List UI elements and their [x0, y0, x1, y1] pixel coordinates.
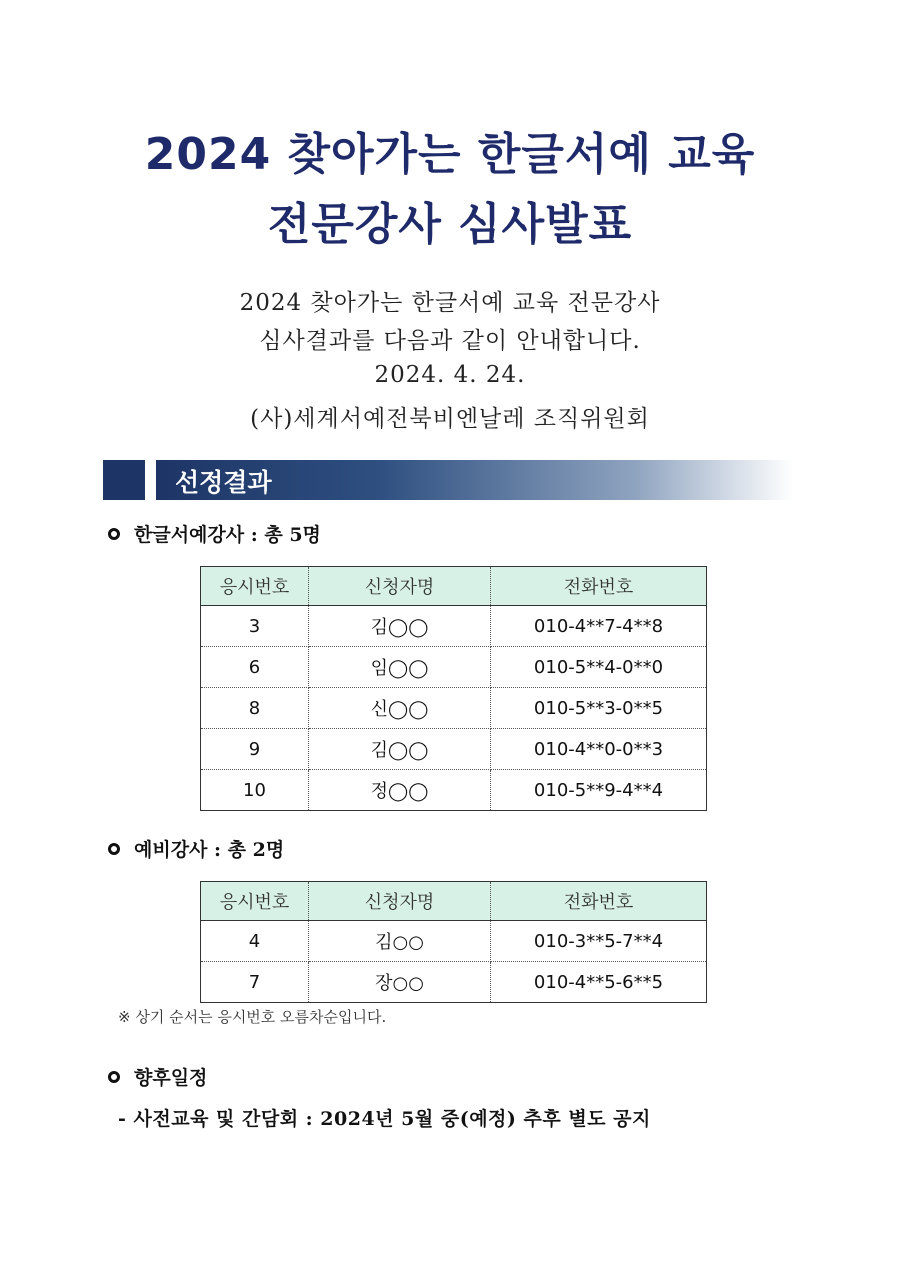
- cell-phone: 010-4**7-4**8: [491, 606, 707, 647]
- group2-heading: [108, 835, 284, 862]
- cell-number: 10: [201, 770, 309, 811]
- table-row: [201, 770, 707, 811]
- section-title: 선정결과: [175, 468, 272, 497]
- table-header-row: [201, 567, 707, 606]
- cell-name: 김○○: [309, 921, 491, 962]
- table-row: [201, 606, 707, 647]
- intro-date: 2024. 4. 24.: [374, 362, 526, 388]
- schedule-heading: [108, 1063, 207, 1090]
- circle-bullet-icon: [108, 843, 120, 855]
- intro-line1: 2024 찾아가는 한글서예 교육 전문강사: [239, 290, 661, 316]
- circle-bullet-icon: [108, 1071, 120, 1083]
- order-note: ※ 상기 순서는 응시번호 오름차순입니다.: [118, 1008, 387, 1026]
- table-header-row: [201, 882, 707, 921]
- cell-phone: 010-3**5-7**4: [491, 921, 707, 962]
- table-row: [201, 688, 707, 729]
- cell-phone: 010-4**5-6**5: [533, 971, 664, 993]
- cell-phone: 010-4**0-0**3: [491, 729, 707, 770]
- group1-heading-text: 한글서예강사 : 총 5명: [134, 524, 321, 546]
- page-title-line1: 2024 찾아가는 한글서예 교육: [144, 129, 756, 180]
- cell-phone: 010-5**4-0**0: [491, 647, 707, 688]
- cell-name: 임◯◯: [309, 647, 491, 688]
- section-header-results: [103, 460, 793, 500]
- group2-heading-text: 예비강사 : 총 2명: [134, 839, 285, 861]
- cell-name: 신◯◯: [309, 688, 491, 729]
- cell-number: 8: [201, 688, 309, 729]
- cell-name: 장○○: [309, 962, 491, 1003]
- table-row: [201, 921, 707, 962]
- instructor-table: [200, 566, 707, 811]
- page-title-line2: 전문강사 심사발표: [267, 199, 633, 250]
- col-header-name: 신청자명: [309, 567, 491, 606]
- table-row: [201, 647, 707, 688]
- col-header-phone: 전화번호: [491, 567, 707, 606]
- col-header-phone: 전화번호: [491, 882, 707, 921]
- section-marker-square: [103, 460, 145, 500]
- group1-heading: [108, 520, 321, 547]
- col-header-number: 응시번호: [201, 882, 309, 921]
- cell-name: 김◯◯: [309, 606, 491, 647]
- cell-number: 4: [201, 921, 309, 962]
- cell-phone: 010-5**3-0**5: [491, 688, 707, 729]
- cell-name: 정◯◯: [309, 770, 491, 811]
- col-header-number: 응시번호: [201, 567, 309, 606]
- col-header-name: 신청자명: [309, 882, 491, 921]
- reserve-table: [200, 881, 707, 1003]
- cell-number: 3: [201, 606, 309, 647]
- table-row: [201, 729, 707, 770]
- cell-phone: 010-5**9-4**4: [533, 779, 664, 801]
- cell-number: 9: [201, 729, 309, 770]
- circle-bullet-icon: [108, 528, 120, 540]
- schedule-heading-text: 향후일정: [134, 1067, 208, 1089]
- cell-number: 7: [201, 962, 309, 1003]
- schedule-item: - 사전교육 및 간담회 : 2024년 5월 중(예정) 추후 별도 공지: [118, 1108, 651, 1130]
- table-row: [201, 962, 707, 1003]
- intro-organization: (사)세계서예전북비엔날레 조직위원회: [250, 406, 650, 432]
- cell-number: 6: [201, 647, 309, 688]
- intro-line2: 심사결과를 다음과 같이 안내합니다.: [259, 328, 641, 354]
- cell-name: 김◯◯: [309, 729, 491, 770]
